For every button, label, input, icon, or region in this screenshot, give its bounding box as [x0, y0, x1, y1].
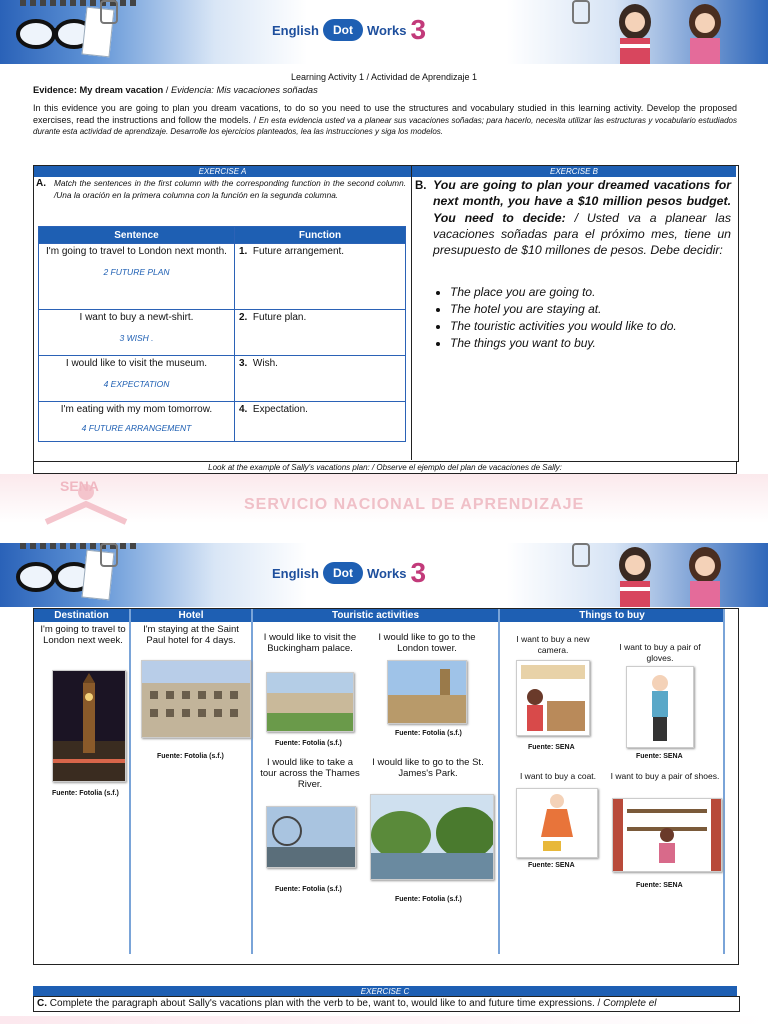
col-buy-header: Things to buy: [500, 609, 724, 622]
divider: [129, 609, 131, 954]
col-activities-header: Touristic activities: [253, 609, 498, 622]
source-label: Fuente: SENA: [636, 882, 683, 889]
intro-paragraph: In this evidence you are going to plan you dream vacations, to do so you need to use the structures and vocabulary studied in this learning activity. Develop the proposed exercises, read the instructions and follow the models. / En esta evidencia usted va a planear sus vacaciones soñadas; para hacerlo, necesita utilizar las estructuras y vocabulario estudiados durante esta actividad de aprendizaje. Desarrolle los ejercicios planteados, lea las instrucciones y siga los modelos.: [33, 103, 737, 136]
activity-title: Learning Activity 1 / Actividad de Aprendizaje 1: [290, 72, 478, 82]
clip-icon: [100, 0, 118, 24]
buy-text: I want to buy a pair of gloves.: [619, 642, 701, 663]
header-banner: [0, 0, 768, 64]
sentence-text: I'm going to travel to London next month.: [46, 246, 227, 257]
exercise-b-instructions: You are going to plan your dreamed vacations for next month, you have a $10 million pesos budget. You need to decide: / Usted va a planear las vacaciones soñadas para el próximo mes, tiene un presupuesto de $10 millones de pesos. Debe decidir:: [433, 178, 731, 258]
sentence-text: I want to buy a newt-shirt.: [79, 312, 194, 323]
source-label: Fuente: Fotolia (s.f.): [395, 896, 462, 903]
hotel-photo: [141, 660, 251, 738]
list-item: • The touristic activities you would like to do.: [450, 319, 760, 334]
divider: [723, 609, 725, 954]
shoes-shop-illustration: [612, 798, 722, 872]
col-destination-header: Destination: [34, 609, 129, 622]
example-line: Look at the example of Sally's vacations plan: / Observe el ejemplo del plan de vacaciones de Sally:: [33, 461, 737, 474]
brand-logo: English Dot Works 3: [272, 557, 427, 588]
answer-text[interactable]: 3 WISH .: [119, 333, 154, 343]
activity-text: I would like to take a tour across the Thames River.: [260, 757, 360, 790]
col-function-header: Function: [235, 227, 406, 244]
source-label: Fuente: Fotolia (s.f.): [395, 730, 462, 737]
exercise-c-header: EXERCISE C: [33, 986, 737, 997]
buy-text: I want to buy a new camera.: [516, 634, 590, 655]
exercise-a-instructions: Match the sentences in the first column with the corresponding function in the second column. /Una la oración en la primera columna con la función en la segunda columna.: [54, 178, 406, 200]
evidence-title: Evidence: My dream vacation / Evidencia: Mis vacaciones soñadas: [33, 85, 318, 95]
london-tower-photo: [387, 660, 467, 724]
exercise-b-bullets: [418, 285, 760, 353]
activity-text: I would like to go to the London tower.: [378, 632, 476, 654]
list-item: • The hotel you are staying at.: [450, 302, 760, 317]
source-label: Fuente: Fotolia (s.f.): [275, 886, 342, 893]
answer-text[interactable]: 4 EXPECTATION: [103, 379, 170, 389]
header-banner: [0, 543, 768, 607]
spiral-binding: [20, 0, 140, 6]
camera-shop-illustration: [516, 660, 590, 736]
buy-text: I want to buy a pair of shoes.: [610, 771, 720, 781]
clip-icon: [572, 543, 590, 567]
source-label: Fuente: SENA: [528, 744, 575, 751]
buy-text: I want to buy a coat.: [519, 771, 597, 781]
hotel-text: I'm staying at the Saint Paul hotel for 4 days.: [143, 624, 239, 646]
function-text: Future arrangement.: [252, 246, 345, 257]
watermark-text: SERVICIO NACIONAL DE APRENDIZAJE: [244, 496, 585, 513]
activity-text: I would like to visit the Buckingham palace.: [263, 632, 357, 654]
answer-text[interactable]: 4 FUTURE ARRANGEMENT: [81, 423, 192, 433]
brand-logo: English Dot Works 3: [272, 14, 427, 45]
exercise-a-letter: A.: [36, 178, 46, 189]
page-footer-strip: [0, 1016, 768, 1024]
source-label: Fuente: Fotolia (s.f.): [157, 753, 224, 760]
col-sentence-header: Sentence: [39, 227, 235, 244]
source-label: Fuente: Fotolia (s.f.): [52, 790, 119, 797]
function-text: Wish.: [252, 358, 278, 369]
exercise-b-header: EXERCISE B: [412, 166, 736, 177]
girl-illustration: [610, 2, 660, 64]
source-label: Fuente: SENA: [528, 862, 575, 869]
girl-illustration: [680, 545, 730, 607]
spiral-binding: [20, 543, 140, 549]
activity-text: I would like to go to the St. James's Park.: [372, 757, 484, 779]
st-james-park-photo: [370, 794, 494, 880]
clip-icon: [572, 0, 590, 24]
sentence-text: I would like to visit the museum.: [65, 358, 208, 369]
big-ben-night-photo: [52, 670, 126, 782]
match-table: [38, 226, 406, 442]
table-row: I'm going to travel to London next month. 2 FUTURE PLAN 1. Future arrangement.: [39, 244, 406, 310]
girl-illustration: [680, 2, 730, 64]
exercise-c-instructions: C. Complete the paragraph about Sally's vacations plan with the verb to be, want to, would like to and future time expressions. / Complete el: [33, 996, 740, 1012]
source-label: Fuente: SENA: [636, 753, 683, 760]
thames-river-photo: [266, 806, 356, 868]
clip-icon: [100, 543, 118, 567]
sena-watermark: [0, 474, 768, 544]
girl-illustration: [610, 545, 660, 607]
divider: [251, 609, 253, 954]
function-text: Future plan.: [252, 312, 307, 323]
gloves-shopper-illustration: [626, 666, 694, 748]
buckingham-palace-photo: [266, 672, 354, 732]
destination-text: I'm going to travel to London next week.: [40, 624, 126, 646]
divider: [411, 165, 412, 460]
coat-shopper-illustration: [516, 788, 598, 858]
table-row: I want to buy a newt-shirt. 3 WISH . 2. Future plan.: [39, 310, 406, 356]
sena-logo-text: SENA: [60, 478, 99, 494]
sentence-text: I'm eating with my mom tomorrow.: [60, 404, 213, 415]
list-item: • The place you are going to.: [450, 285, 760, 300]
col-hotel-header: Hotel: [131, 609, 251, 622]
source-label: Fuente: Fotolia (s.f.): [275, 740, 342, 747]
list-item: • The things you want to buy.: [450, 336, 760, 351]
exercise-a-header: EXERCISE A: [34, 166, 411, 177]
function-text: Expectation.: [252, 404, 308, 415]
table-row: I'm eating with my mom tomorrow. 4 FUTURE ARRANGEMENT 4. Expectation.: [39, 402, 406, 442]
answer-text[interactable]: 2 FUTURE PLAN: [103, 267, 170, 277]
table-row: I would like to visit the museum. 4 EXPECTATION 3. Wish.: [39, 356, 406, 402]
divider: [498, 609, 500, 954]
exercise-b-letter: B.: [415, 180, 427, 192]
